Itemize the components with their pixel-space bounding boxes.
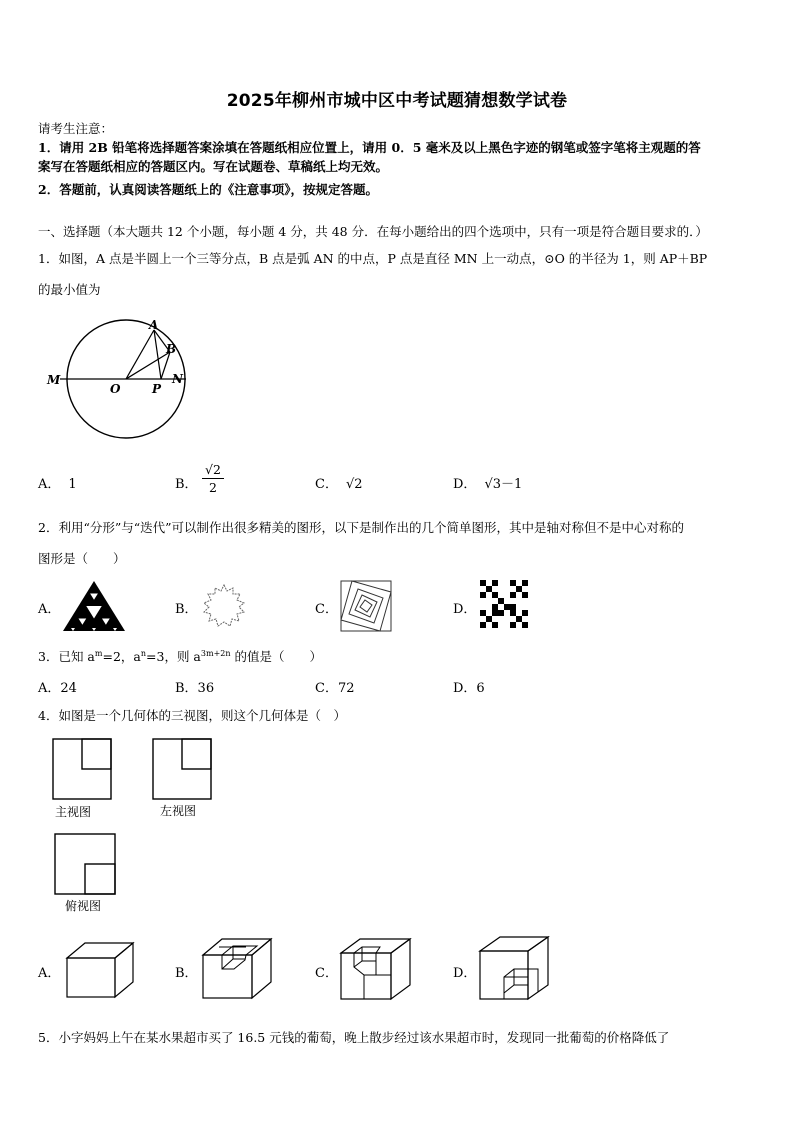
- q3-stem-mid2: =3，则 a: [146, 649, 201, 665]
- q1-option-b-denominator: 2: [209, 480, 217, 495]
- q4-left-view: [152, 738, 212, 800]
- q1-circle-figure: [40, 315, 200, 445]
- q3-exp-3m2n: 3m+2n: [200, 649, 231, 658]
- q2-sierpinski-figure: [62, 580, 126, 632]
- section-heading: 一、选择题（本大题共 12 个小题，每小题 4 分，共 48 分．在每小题给出的四个选项中，只有一项是符合题目要求的．）: [38, 224, 708, 239]
- q4-front-view: [52, 738, 112, 800]
- q1-option-b-fraction: [202, 462, 224, 495]
- page-title: 2025年柳州市城中区中考试题猜想数学试卷: [226, 91, 568, 111]
- q1-option-b-numerator: √2: [202, 462, 224, 479]
- q1-stem-2: 的最小值为: [38, 282, 101, 297]
- q3-option-b[interactable]: B．36: [175, 681, 215, 696]
- q4-left-view-label: 左视图: [160, 804, 197, 818]
- q2-nested-squares-figure: [340, 580, 392, 632]
- q3-exp-n: n: [140, 649, 147, 658]
- q2-stem-2: 图形是（ ）: [38, 551, 126, 566]
- q1-label-a: A: [149, 318, 159, 332]
- q5-stem: 5．小字妈妈上午在某水果超市买了 16.5 元钱的葡萄，晚上散步经过该水果超市时，发现同一批葡萄的价格降低了: [38, 1030, 670, 1045]
- q4-top-view-label: 俯视图: [65, 899, 102, 913]
- q3-option-a[interactable]: A．24: [38, 681, 77, 696]
- notice-line-1b: 案写在答题纸相应的答题区内。写在试题卷、草稿纸上均无效。: [38, 159, 389, 174]
- notice-line-2: 2．答题前，认真阅读答题纸上的《注意事项》，按规定答题。: [38, 182, 378, 197]
- q3-stem-post: 的值是（ ）: [230, 649, 322, 665]
- q1-option-d-text: √3－1: [484, 477, 523, 492]
- q1-label-n: N: [172, 372, 183, 386]
- notice-line-1: 1．请用 2B 铅笔将选择题答案涂填在答题纸相应位置上，请用 0．5 毫米及以上黑色字迹的钢笔或签字笔将主观题的答: [38, 140, 701, 155]
- q4-option-c[interactable]: C．: [315, 966, 338, 981]
- q2-option-c[interactable]: C．: [315, 602, 338, 617]
- q3-stem: [38, 645, 322, 666]
- q1-option-a-text: 1: [68, 477, 77, 492]
- q1-stem: 1．如图，A 点是半圆上一个三等分点，B 点是弧 AN 的中点，P 点是直径 MN 上一动点，⊙O 的半径为 1，则 AP＋BP: [38, 251, 708, 266]
- q1-option-a-letter: A．: [38, 477, 61, 492]
- q1-label-b: B: [166, 342, 177, 356]
- q1-option-d[interactable]: [453, 473, 522, 492]
- q4-option-d-solid: [478, 935, 550, 1001]
- q1-option-c-letter: C．: [315, 477, 338, 492]
- q1-option-b[interactable]: [175, 473, 198, 492]
- q4-option-d[interactable]: D．: [453, 966, 477, 981]
- q3-stem-mid1: =2，a: [102, 649, 141, 665]
- q1-option-b-letter: B．: [175, 477, 198, 492]
- q1-option-a[interactable]: [38, 473, 77, 492]
- q2-option-b[interactable]: B．: [175, 602, 198, 617]
- q4-option-c-solid: [340, 937, 412, 1001]
- q1-option-c-text: √2: [345, 477, 363, 492]
- q4-option-b-solid: [202, 937, 272, 999]
- q2-stem: 2．利用“分形”与“迭代”可以制作出很多精美的图形，以下是制作出的几个简单图形，其中是轴对称但不是中心对称的: [38, 520, 685, 535]
- q4-stem: 4．如图是一个几何体的三视图，则这个几何体是（ ）: [38, 708, 346, 723]
- notice-heading: 请考生注意：: [38, 121, 114, 136]
- q3-option-c[interactable]: C．72: [315, 681, 355, 696]
- q3-exp-m: m: [94, 649, 103, 658]
- q4-option-b[interactable]: B．: [175, 966, 198, 981]
- q2-option-d[interactable]: D．: [453, 602, 477, 617]
- q1-label-o: O: [110, 382, 121, 396]
- q1-option-c[interactable]: [315, 473, 363, 492]
- q1-option-d-letter: D．: [453, 477, 477, 492]
- q2-snowflake-figure: [200, 582, 248, 630]
- q1-label-p: P: [152, 382, 162, 396]
- q2-option-a[interactable]: A．: [38, 602, 61, 617]
- q4-option-a-solid: [66, 940, 134, 998]
- q3-stem-pre: 3．已知 a: [38, 649, 95, 665]
- q3-option-d[interactable]: D．6: [453, 681, 485, 696]
- q4-front-view-label: 主视图: [55, 805, 92, 819]
- q2-checker-figure: [480, 580, 528, 628]
- q4-top-view: [54, 833, 116, 895]
- q4-option-a[interactable]: A．: [38, 966, 61, 981]
- q1-label-m: M: [47, 373, 61, 387]
